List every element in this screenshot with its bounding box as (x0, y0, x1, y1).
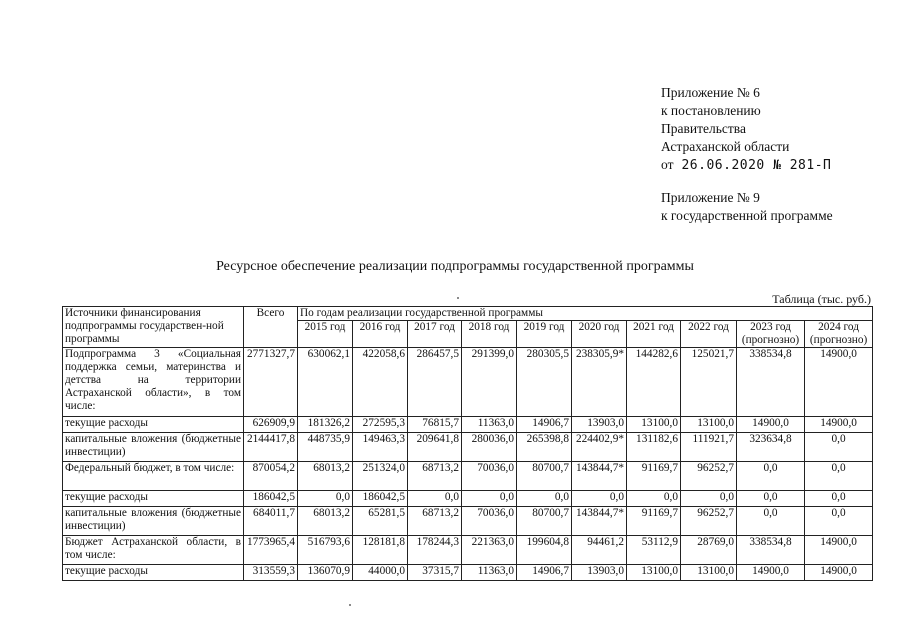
row-year-value: 280305,5 (517, 348, 572, 417)
row-year-value: 338534,8 (737, 348, 805, 417)
table-row (63, 348, 873, 417)
row-year-value: 199604,8 (517, 536, 572, 565)
row-year-value: 14900,0 (805, 536, 873, 565)
row-year-value: 80700,7 (517, 462, 572, 491)
row-year-value: 291399,0 (462, 348, 517, 417)
row-total: 626909,9 (244, 417, 298, 433)
row-source-name: текущие расходы (63, 565, 244, 581)
row-year-value: 238305,9* (572, 348, 627, 417)
appendix-region: Астраханской области (661, 139, 790, 154)
table-row (63, 507, 873, 536)
row-total: 684011,7 (244, 507, 298, 536)
row-year-value: 221363,0 (462, 536, 517, 565)
row-year-value: 0,0 (805, 507, 873, 536)
row-year-value: 14900,0 (805, 417, 873, 433)
table-units-caption: Таблица (тыс. руб.) (772, 292, 871, 306)
row-year-value: 125021,7 (681, 348, 737, 417)
appendix-number: Приложение № 6 (661, 85, 760, 100)
row-year-value: 13100,0 (681, 565, 737, 581)
row-year-value: 0,0 (462, 491, 517, 507)
row-year-value: 0,0 (805, 491, 873, 507)
appendix-date-line (661, 156, 833, 175)
row-year-value: 0,0 (805, 462, 873, 491)
row-year-value: 11363,0 (462, 565, 517, 581)
row-year-value: 251324,0 (353, 462, 408, 491)
row-year-value: 80700,7 (517, 507, 572, 536)
header-year: 2021 год (627, 321, 681, 348)
row-year-value: 181326,2 (298, 417, 353, 433)
row-year-value: 0,0 (298, 491, 353, 507)
row-total: 1773965,4 (244, 536, 298, 565)
row-year-value: 286457,5 (408, 348, 462, 417)
row-year-value: 338534,8 (737, 536, 805, 565)
document-title: Ресурсное обеспечение реализации подпрограммы государственной программы (216, 259, 694, 274)
row-year-value: 178244,3 (408, 536, 462, 565)
date-prefix: от (661, 157, 674, 172)
row-year-value: 272595,3 (353, 417, 408, 433)
row-year-value: 14900,0 (805, 565, 873, 581)
table-row (63, 417, 873, 433)
row-year-value: 149463,3 (353, 433, 408, 462)
row-year-value: 11363,0 (462, 417, 517, 433)
row-year-value: 68013,2 (298, 507, 353, 536)
row-year-value: 143844,7* (572, 507, 627, 536)
row-source-name: Подпрограмма 3 «Социальная поддержка семьи, материнства и детства на территории Астраханской области», в том числе: (63, 348, 244, 417)
row-year-value: 144282,6 (627, 348, 681, 417)
row-year-value: 76815,7 (408, 417, 462, 433)
row-total: 186042,5 (244, 491, 298, 507)
table-row (63, 565, 873, 581)
row-year-value: 14900,0 (737, 417, 805, 433)
appendix-header (661, 84, 833, 225)
row-year-value: 0,0 (627, 491, 681, 507)
row-year-value: 0,0 (408, 491, 462, 507)
row-year-value: 53112,9 (627, 536, 681, 565)
row-total: 2771327,7 (244, 348, 298, 417)
table-row (63, 536, 873, 565)
row-year-value: 14900,0 (737, 565, 805, 581)
table-body (63, 307, 873, 581)
header-year: 2024 год (прогнозно) (805, 321, 873, 348)
table-row (63, 433, 873, 462)
row-year-value: 186042,5 (353, 491, 408, 507)
row-total: 313559,3 (244, 565, 298, 581)
header-year: 2017 год (408, 321, 462, 348)
row-year-value: 323634,8 (737, 433, 805, 462)
row-year-value: 0,0 (737, 507, 805, 536)
row-year-value: 13100,0 (627, 417, 681, 433)
row-year-value: 91169,7 (627, 507, 681, 536)
row-year-value: 68713,2 (408, 507, 462, 536)
row-year-value: 37315,7 (408, 565, 462, 581)
row-year-value: 13100,0 (627, 565, 681, 581)
row-year-value: 422058,6 (353, 348, 408, 417)
row-year-value: 143844,7* (572, 462, 627, 491)
table-header-row (63, 307, 873, 321)
row-year-value: 265398,8 (517, 433, 572, 462)
header-year: 2022 год (681, 321, 737, 348)
scan-speck (457, 297, 459, 299)
row-year-value: 13903,0 (572, 565, 627, 581)
row-year-value: 0,0 (517, 491, 572, 507)
row-source-name: текущие расходы (63, 417, 244, 433)
row-year-value: 14906,7 (517, 565, 572, 581)
row-year-value: 280036,0 (462, 433, 517, 462)
row-year-value: 630062,1 (298, 348, 353, 417)
appendix-to-resolution: к постановлению (661, 103, 761, 118)
row-year-value: 28769,0 (681, 536, 737, 565)
row-year-value: 0,0 (737, 462, 805, 491)
row-year-value: 448735,9 (298, 433, 353, 462)
row-year-value: 96252,7 (681, 462, 737, 491)
table-row (63, 491, 873, 507)
row-year-value: 68013,2 (298, 462, 353, 491)
row-year-value: 70036,0 (462, 462, 517, 491)
row-year-value: 14906,7 (517, 417, 572, 433)
header-year: 2018 год (462, 321, 517, 348)
row-source-name: Бюджет Астраханской области, в том числе: (63, 536, 244, 565)
row-year-value: 13903,0 (572, 417, 627, 433)
row-year-value: 0,0 (737, 491, 805, 507)
row-year-value: 111921,7 (681, 433, 737, 462)
row-year-value: 68713,2 (408, 462, 462, 491)
row-year-value: 0,0 (572, 491, 627, 507)
header-year: 2015 год (298, 321, 353, 348)
row-year-value: 13100,0 (681, 417, 737, 433)
row-year-value: 91169,7 (627, 462, 681, 491)
scan-speck (349, 604, 351, 606)
header-year: 2019 год (517, 321, 572, 348)
row-year-value: 209641,8 (408, 433, 462, 462)
handwritten-date: 26.06.2020 № 281-П (681, 158, 832, 173)
row-year-value: 0,0 (805, 433, 873, 462)
row-year-value: 70036,0 (462, 507, 517, 536)
row-year-value: 96252,7 (681, 507, 737, 536)
table-row (63, 462, 873, 491)
resource-table (62, 306, 873, 581)
row-total: 2144417,8 (244, 433, 298, 462)
header-year: 2020 год (572, 321, 627, 348)
row-year-value: 131182,6 (627, 433, 681, 462)
appendix-government: Правительства (661, 121, 746, 136)
row-source-name: капитальные вложения (бюджетные инвестиции) (63, 433, 244, 462)
header-year: 2023 год (прогнозно) (737, 321, 805, 348)
row-year-value: 44000,0 (353, 565, 408, 581)
row-source-name: капитальные вложения (бюджетные инвестиции) (63, 507, 244, 536)
row-year-value: 65281,5 (353, 507, 408, 536)
row-total: 870054,2 (244, 462, 298, 491)
row-year-value: 94461,2 (572, 536, 627, 565)
row-year-value: 14900,0 (805, 348, 873, 417)
row-year-value: 224402,9* (572, 433, 627, 462)
row-source-name: текущие расходы (63, 491, 244, 507)
header-years-group: По годам реализации государственной программы (298, 307, 873, 321)
row-year-value: 128181,8 (353, 536, 408, 565)
appendix-to-program: к государственной программе (661, 208, 833, 223)
row-year-value: 0,0 (681, 491, 737, 507)
header-source: Источники финансирования подпрограммы государствен-ной программы (63, 307, 244, 348)
appendix-program-number: Приложение № 9 (661, 190, 760, 205)
header-total: Всего (244, 307, 298, 348)
row-year-value: 136070,9 (298, 565, 353, 581)
row-year-value: 516793,6 (298, 536, 353, 565)
header-year: 2016 год (353, 321, 408, 348)
row-source-name: Федеральный бюджет, в том числе: (63, 462, 244, 491)
